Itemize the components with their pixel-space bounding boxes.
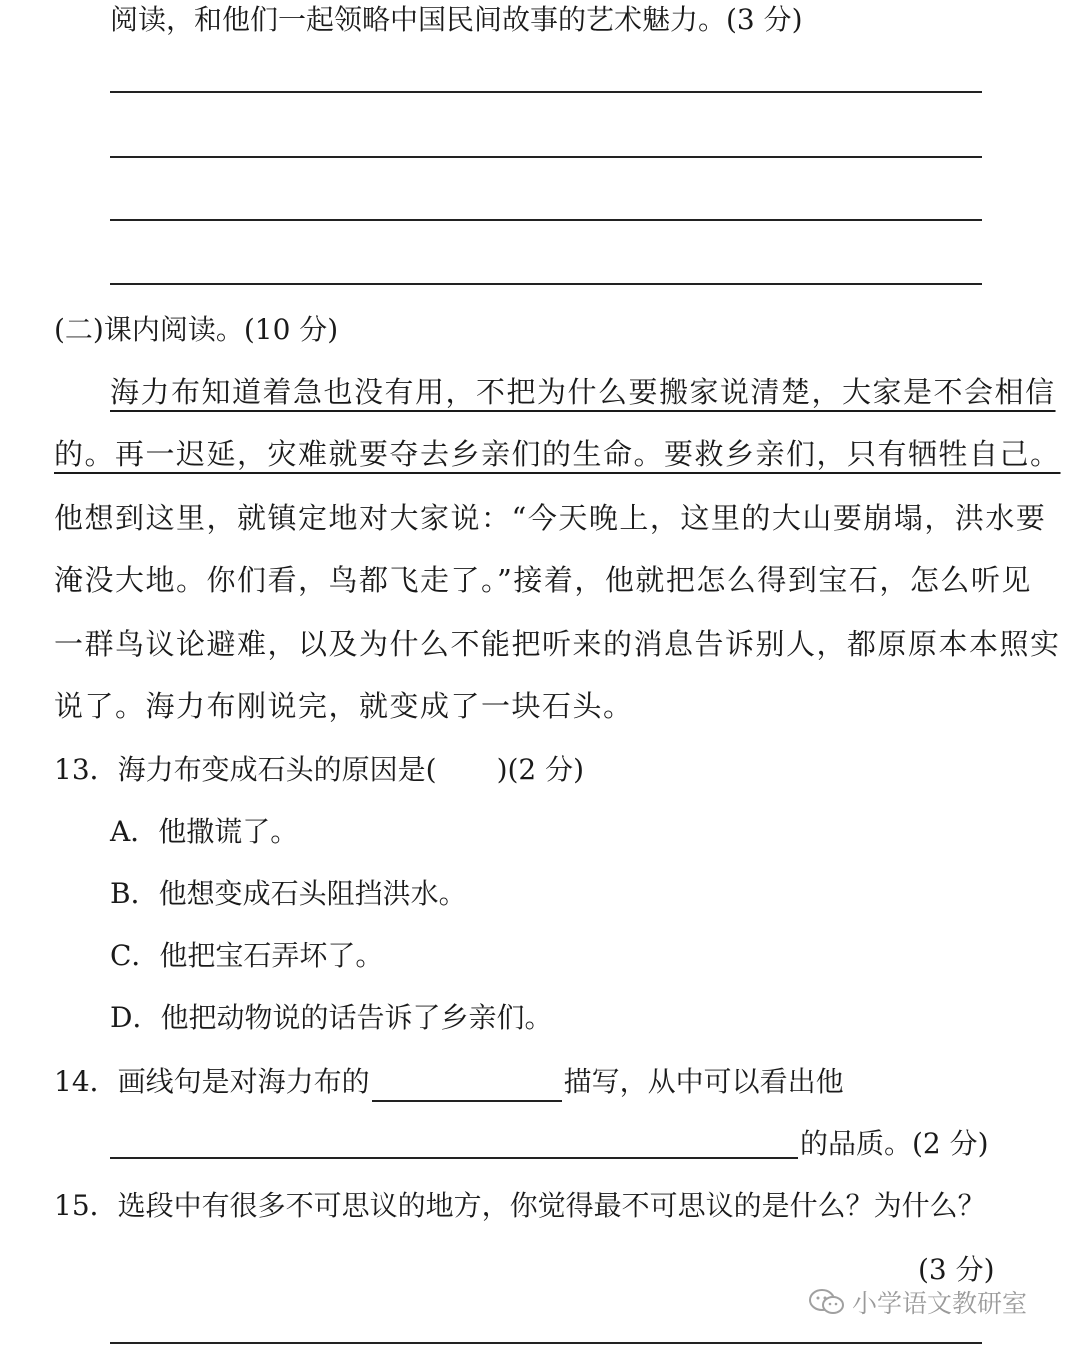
passage-underlined-line-2: 的。再一迟延，灾难就要夺去乡亲们的生命。要救乡亲们，只有牺牲自己。 bbox=[54, 437, 1061, 471]
passage-line-4: 淹没大地。你们看，鸟都飞走了。”接着，他就把怎么得到宝石，怎么听见 bbox=[54, 563, 1032, 597]
question-text: 选段中有很多不可思议的地方，你觉得最不可思议的是什么？为什么？ bbox=[117, 1189, 986, 1222]
section-title: (二)课内阅读。(10 分) bbox=[54, 313, 339, 346]
question-number: 14． bbox=[54, 1065, 118, 1098]
option-a[interactable]: A．他撒谎了。 bbox=[110, 815, 299, 848]
answer-line[interactable] bbox=[110, 219, 982, 221]
passage-underlined-line-1: 海力布知道着急也没有用，不把为什么要搬家说清楚，大家是不会相信 bbox=[110, 375, 1056, 409]
question-14 bbox=[54, 1062, 844, 1102]
watermark bbox=[808, 1284, 1027, 1320]
answer-line[interactable] bbox=[110, 1342, 982, 1344]
question-score: )(2 分) bbox=[496, 753, 585, 786]
passage-line-3: 他想到这里，就镇定地对大家说：“今天晚上，这里的大山要崩塌，洪水要 bbox=[54, 501, 1047, 535]
question-text: 海力布变成石头的原因是( bbox=[117, 753, 437, 786]
question-number: 13． bbox=[54, 753, 118, 786]
question-14-tail: 的品质。(2 分) bbox=[800, 1127, 989, 1160]
question-15 bbox=[54, 1186, 986, 1226]
question-text-tail: 描写，从中可以看出他 bbox=[563, 1065, 844, 1098]
question-text: 画线句是对海力布的 bbox=[117, 1065, 370, 1098]
answer-line[interactable] bbox=[110, 91, 982, 93]
watermark-text: 小学语文教研室 bbox=[852, 1289, 1028, 1318]
fill-blank[interactable] bbox=[372, 1070, 562, 1102]
question-number: 15． bbox=[54, 1189, 118, 1222]
fill-blank-line[interactable] bbox=[110, 1157, 798, 1159]
question-13 bbox=[54, 750, 584, 790]
answer-line[interactable] bbox=[110, 156, 982, 158]
passage-line-6: 说了。海力布刚说完，就变成了一块石头。 bbox=[54, 689, 634, 723]
question-15-score: (3 分) bbox=[918, 1253, 995, 1286]
intro-tail-text: 阅读，和他们一起领略中国民间故事的艺术魅力。(3 分) bbox=[110, 3, 803, 36]
answer-line[interactable] bbox=[110, 283, 982, 285]
wechat-icon bbox=[808, 1287, 846, 1317]
option-d[interactable]: D．他把动物说的话告诉了乡亲们。 bbox=[110, 1001, 553, 1034]
option-b[interactable]: B．他想变成石头阻挡洪水。 bbox=[110, 877, 467, 910]
passage-line-5: 一群鸟议论避难，以及为什么不能把听来的消息告诉别人，都原原本本照实 bbox=[54, 627, 1061, 661]
option-c[interactable]: C．他把宝石弄坏了。 bbox=[110, 939, 384, 972]
